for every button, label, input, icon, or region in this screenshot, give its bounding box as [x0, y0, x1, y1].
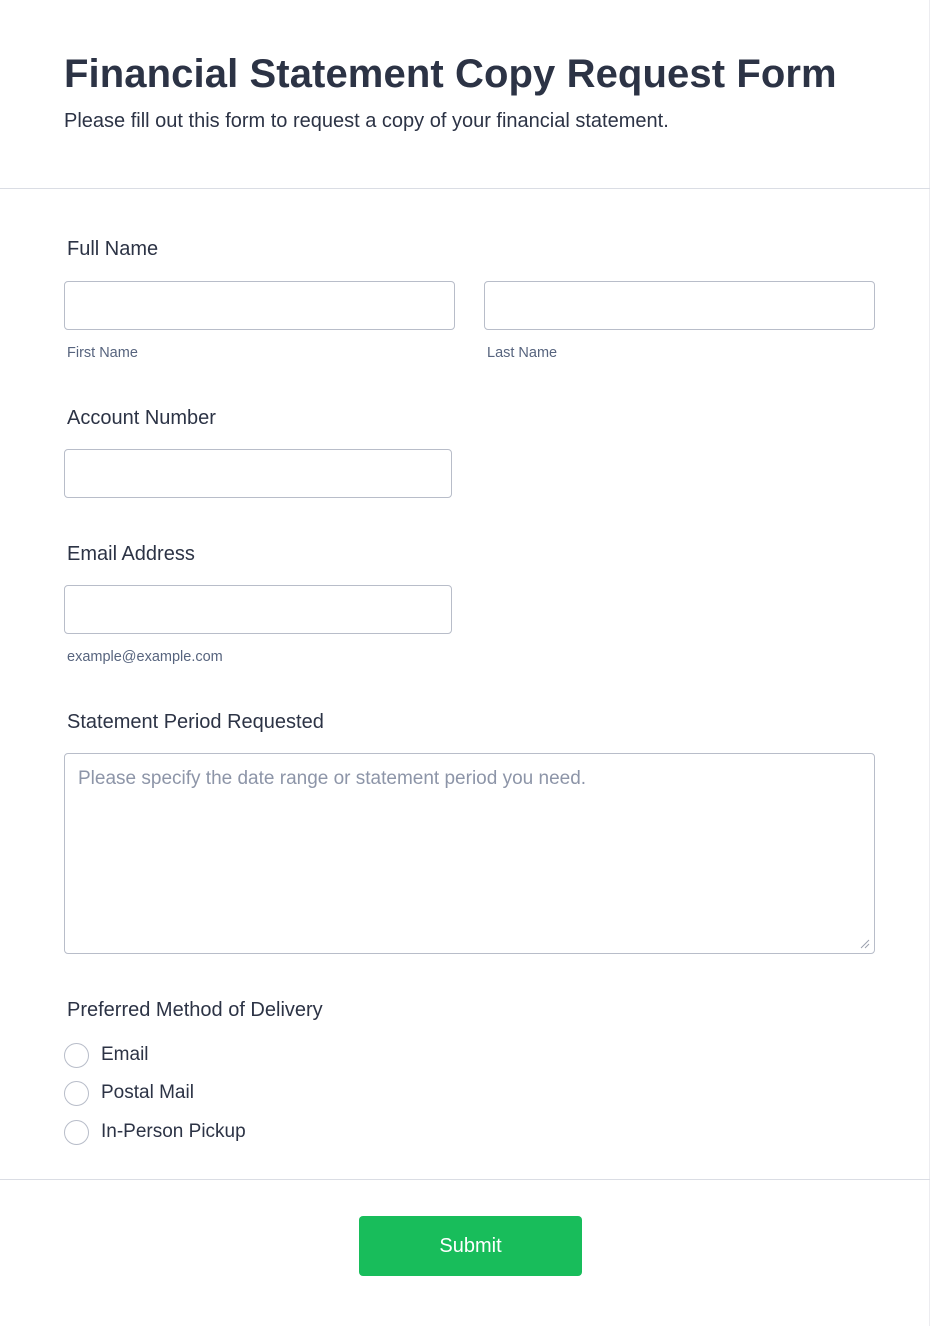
email-input[interactable] [64, 585, 452, 634]
footer-divider [0, 1179, 930, 1180]
delivery-option-email[interactable] [64, 1042, 149, 1068]
submit-button[interactable]: Submit [359, 1216, 582, 1276]
page-subtitle: Please fill out this form to request a copy of your financial statement. [64, 110, 669, 132]
first-name-sublabel: First Name [67, 345, 138, 361]
radio-button[interactable] [64, 1120, 89, 1145]
resize-grip-icon[interactable] [858, 937, 870, 949]
account-number-label: Account Number [67, 407, 216, 429]
page-title: Financial Statement Copy Request Form [64, 52, 837, 96]
last-name-sublabel: Last Name [487, 345, 558, 361]
delivery-option-label[interactable]: Postal Mail [101, 1082, 194, 1103]
delivery-option-in-person-pickup[interactable] [64, 1119, 246, 1145]
delivery-option-label[interactable]: Email [101, 1044, 149, 1065]
account-number-input[interactable] [64, 449, 452, 498]
email-address-label: Email Address [67, 543, 195, 565]
statement-period-textarea[interactable] [64, 753, 875, 954]
radio-button[interactable] [64, 1081, 89, 1106]
form-header [0, 0, 930, 189]
email-sublabel: example@example.com [67, 649, 223, 665]
delivery-method-label: Preferred Method of Delivery [67, 999, 323, 1021]
delivery-option-label[interactable]: In-Person Pickup [101, 1121, 246, 1142]
statement-period-label: Statement Period Requested [67, 711, 324, 733]
last-name-input[interactable] [484, 281, 875, 330]
full-name-label: Full Name [67, 238, 159, 260]
radio-button[interactable] [64, 1043, 89, 1068]
first-name-input[interactable] [64, 281, 455, 330]
delivery-option-postal-mail[interactable] [64, 1080, 194, 1106]
